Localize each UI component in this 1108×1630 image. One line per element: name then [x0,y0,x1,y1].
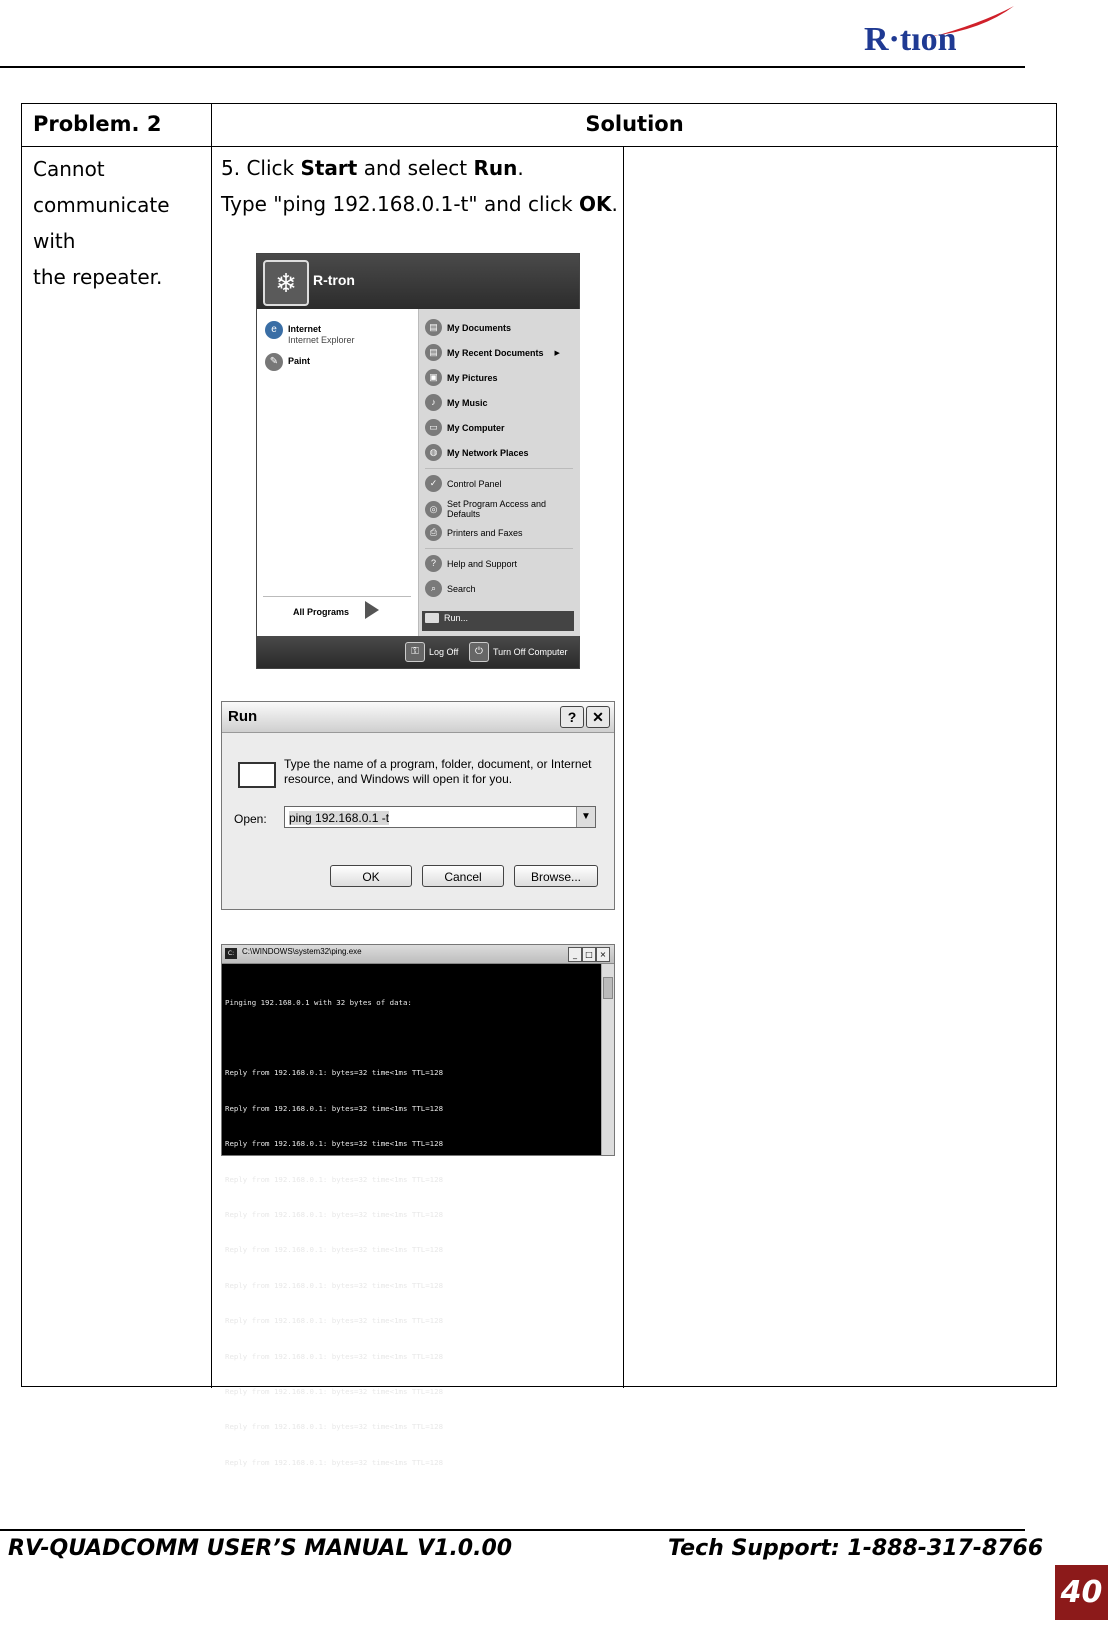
run-keyword: Run [473,156,518,180]
console-line: Reply from 192.168.0.1: bytes=32 time<1ms TTL=128 [225,1174,444,1184]
header-row-divider [22,146,1058,147]
browse-button[interactable]: Browse... [514,865,598,887]
all-programs-label[interactable]: All Programs [293,607,350,617]
start-item-my-music[interactable]: ♪ My Music [425,394,488,411]
problem-header: Problem. 2 [33,112,162,136]
pictures-icon: ▣ [425,369,442,386]
problem-line: communicate [33,193,170,217]
run-program-icon [238,762,276,788]
logo-text: R·tıon [864,21,957,58]
ok-keyword: OK [579,192,612,216]
all-programs-arrow-icon[interactable] [365,601,379,619]
problem-line: Cannot [33,157,105,181]
start-keyword: Start [300,156,358,180]
start-menu [256,253,580,669]
console-title: C:\WINDOWS\system32\ping.exe [242,947,362,956]
console-line: Reply from 192.168.0.1: bytes=32 time<1ms TTL=128 [225,1209,444,1219]
start-item-program-access[interactable]: ◎ Set Program Access and Defaults [425,499,555,519]
ping-console-window [221,944,615,1467]
folder-icon: ▤ [425,319,442,336]
console-icon: C: [225,948,237,959]
step-line-2: Type "ping 192.168.0.1-t" and click OK. [221,192,618,216]
log-off-button[interactable]: ⚿ Log Off [405,642,458,662]
step-instructions [221,150,618,222]
power-icon: ⏻ [469,642,489,662]
help-icon: ? [425,555,442,572]
run-dialog-titlebar [222,702,614,733]
console-titlebar [222,945,614,964]
console-line: Reply from 192.168.0.1: bytes=32 time<1ms TTL=128 [225,1280,444,1290]
console-line: Reply from 192.168.0.1: bytes=32 time<1ms TTL=128 [225,1351,444,1361]
printer-icon: ⎙ [425,524,442,541]
open-input[interactable] [284,806,596,828]
console-line: Reply from 192.168.0.1: bytes=32 time<1ms TTL=128 [225,1068,444,1078]
column-divider-2 [623,146,624,1388]
problem-description [33,151,170,295]
console-close-button[interactable]: × [596,947,610,962]
console-line: Reply from 192.168.0.1: bytes=32 time<1ms TTL=128 [225,1457,444,1467]
console-output [225,973,595,1492]
problem-line: with [33,229,76,253]
turn-off-button[interactable]: ⏻ Turn Off Computer [469,642,568,662]
start-item-network-places[interactable]: ◍ My Network Places [425,444,529,461]
close-button[interactable]: ✕ [586,706,610,728]
cancel-button[interactable]: Cancel [422,865,504,887]
chevron-down-icon[interactable]: ▼ [576,807,595,827]
paint-icon: ✎ [265,353,283,371]
start-menu-places [418,309,580,636]
start-item-my-documents[interactable]: ▤ My Documents [425,319,511,336]
start-item-run[interactable]: Run... [425,613,468,623]
run-dialog-title: Run [228,708,258,725]
start-item-internet[interactable]: e Internet Internet Explorer [265,321,355,346]
program-access-icon: ◎ [425,501,442,518]
network-icon: ◍ [425,444,442,461]
help-button[interactable]: ? [560,706,584,728]
support-separator [425,548,573,549]
key-icon: ⚿ [405,642,425,662]
start-item-printers[interactable]: ⎙ Printers and Faxes [425,524,523,541]
start-item-control-panel[interactable]: ✓ Control Panel [425,475,502,492]
console-line: Reply from 192.168.0.1: bytes=32 time<1ms TTL=128 [225,1103,444,1113]
page-number: 40 [1055,1565,1108,1620]
computer-icon: ▭ [425,419,442,436]
internet-explorer-icon: e [265,321,283,339]
user-name: R-tron [313,272,355,288]
header-rule [0,66,1025,68]
rtron-logo [862,2,1022,62]
recent-documents-icon: ▤ [425,344,442,361]
open-input-value: ping 192.168.0.1 -t [289,811,390,825]
console-line: Reply from 192.168.0.1: bytes=32 time<1ms TTL=128 [225,1316,444,1326]
start-menu-footer [257,636,579,668]
tech-support: Tech Support: 1-888-317-8766 [668,1536,1044,1561]
run-icon [425,613,439,623]
start-item-help[interactable]: ? Help and Support [425,555,517,572]
console-line [225,1032,595,1044]
search-icon: ⌕ [425,580,442,597]
music-icon: ♪ [425,394,442,411]
step-line-1: 5. Click Start and select Run. [221,156,524,180]
minimize-button[interactable]: _ [568,947,582,962]
start-item-my-computer[interactable]: ▭ My Computer [425,419,505,436]
console-line: Reply from 192.168.0.1: bytes=32 time<1ms TTL=128 [225,1422,444,1432]
console-scrollbar[interactable] [601,964,614,1155]
places-separator [425,468,573,469]
console-line: Reply from 192.168.0.1: bytes=32 time<1ms TTL=128 [225,1139,444,1149]
snowflake-avatar-icon: ❄ [263,260,309,306]
scrollbar-thumb[interactable] [603,977,613,999]
start-item-recent-documents[interactable]: ▤ My Recent Documents ▶ [425,344,560,361]
all-programs-separator [263,596,411,597]
ok-button[interactable]: OK [330,865,412,887]
solution-header: Solution [585,112,684,136]
run-dialog-description: Type the name of a program, folder, document, or Internet resource, and Windows will open it for you. [284,757,592,786]
start-item-my-pictures[interactable]: ▣ My Pictures [425,369,498,386]
run-dialog [221,701,615,910]
start-menu-header [257,254,579,309]
open-label: Open: [234,812,267,826]
manual-title: RV-QUADCOMM USER’S MANUAL V1.0.00 [8,1536,513,1561]
start-item-paint[interactable]: ✎ Paint [265,353,310,371]
console-line: Pinging 192.168.0.1 with 32 bytes of data: [225,997,412,1007]
problem-line: the repeater. [33,265,163,289]
submenu-arrow-icon: ▶ [554,349,560,357]
footer-rule [0,1529,1025,1531]
start-item-search[interactable]: ⌕ Search [425,580,476,597]
column-divider-1 [211,104,212,1388]
maximize-button[interactable]: □ [582,947,596,962]
console-line: Reply from 192.168.0.1: bytes=32 time<1ms TTL=128 [225,1386,444,1396]
console-line: Reply from 192.168.0.1: bytes=32 time<1ms TTL=128 [225,1245,444,1255]
control-panel-icon: ✓ [425,475,442,492]
start-menu-pinned [257,309,418,636]
